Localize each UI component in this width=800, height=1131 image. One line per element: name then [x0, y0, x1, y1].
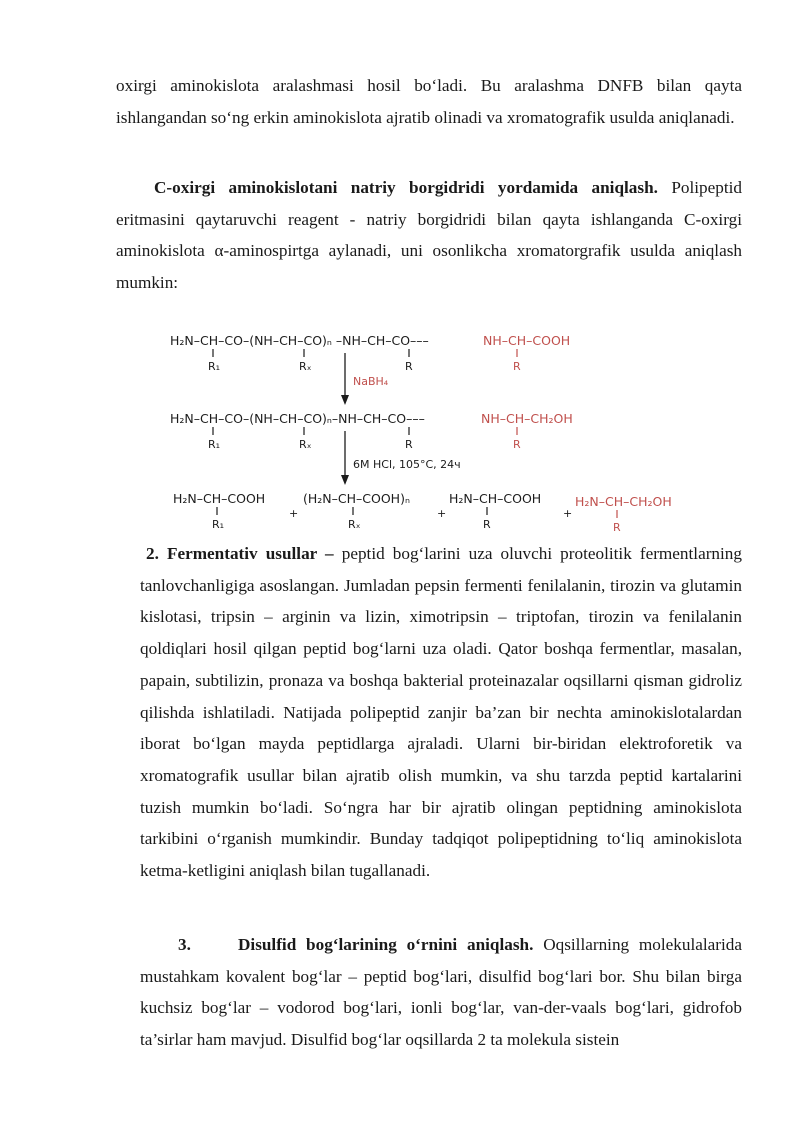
reagent-nabh4: NaBH₄ [353, 375, 389, 388]
paragraph-disulfide [140, 929, 742, 1056]
scheme-row1-chain: H₂N–CH–CO–(NH–CH–CO)ₙ –NH–CH–CO––– [170, 333, 429, 348]
scheme-row2-sub3: R [405, 438, 413, 451]
scheme-row1-sub2: Rₓ [299, 360, 312, 373]
reagent-hcl: 6M HCl, 105°C, 24ч [353, 458, 461, 471]
scheme-row1-terminal: NH–CH–COOH [483, 333, 571, 348]
scheme-product-3: H₂N–CH–COOH [449, 491, 542, 506]
reaction-scheme [165, 325, 705, 535]
scheme-row1-sub-red: R [513, 360, 521, 373]
c-terminal-heading: C-oxirgi aminokislotani natriy borgidridi yordamida aniqlash. [154, 178, 658, 197]
scheme-product-aminoalcohol: H₂N–CH–CH₂OH [575, 494, 672, 509]
section-number-2: 2. [146, 544, 159, 563]
paragraph-intro-text: oxirgi aminokislota aralashmasi hosil bo‘ladi. Bu aralashma DNFB bilan qayta ishlangandan so‘ng erkin aminokislota ajratib olinadi va xromatografik usulda aniqlanadi. [116, 76, 742, 127]
svg-text:+: + [563, 507, 573, 520]
scheme-row3-sub3: R [483, 518, 491, 531]
enzymatic-text: peptid bog‘larini uza oluvchi proteolitik fermentlarning tanlovchanligiga asoslangan. Jumladan pepsin fermenti fenilalanin, tirozin va glutamin kislotasi, tripsin – arginin va lizin, ximotripsin – triptofan, tirozin va fenilalanin qoldiqlari hosil qilgan peptid bog‘larni uza oladi. Qator boshqa fermentlar, masalan, papain, subtilizin, pronaza va boshqa bakterial proteinazalar oqsillarni qisman gidroliz qilishda ishlatiladi. Natijada polipeptid zanjir ba’zan bir nechta aminokislotalardan iborat bo‘lgan mayda peptidlarga ajraladi. Ularni bir-biridan elektroforetik va xromatografik usullar bilan ajratib olish mumkin, va shu tarzda peptid kartalarini tuzish mumkin bo‘ladi. So‘ngra har bir ajratib olingan peptidning aminokislota tarkibini o‘rganish mumkindir. Bunday tadqiqot polipeptidning to‘liq aminokislota ketma-ketligini aniqlash bilan tugallanadi. [140, 544, 742, 881]
disulfide-text: Oqsillarning molekulalarida mustahkam kovalent bog‘lar – peptid bog‘lari, disulfid bog‘lari bor. Shu bilan birga kuchsiz bog‘lar – vodorod bog‘lari, ionli bog‘lar, van-der-vaals bog‘lari, gidrofob ta’sirlar ham mavjud. Disulfid bog‘lar oqsillarda 2 ta molekula sistein [140, 935, 743, 1050]
scheme-row2-sub2: Rₓ [299, 438, 312, 451]
scheme-row3-sub-red: R [613, 521, 621, 534]
c-terminal-text: Polipeptid eritmasini qaytaruvchi reagent - natriy borgidridi bilan qayta ishlanganda C-oxirgi aminokislota α-aminospirtga aylanadi, uni osonlikcha xromatorgrafik usulda aniqlash mumkin: [116, 178, 742, 293]
paragraph-intro [116, 70, 742, 133]
paragraph-c-terminal [116, 172, 742, 299]
svg-text:+: + [289, 507, 299, 520]
scheme-row2-terminal: NH–CH–CH₂OH [481, 411, 573, 426]
scheme-row1-sub3: R [405, 360, 413, 373]
disulfide-heading: Disulfid bog‘larining o‘rnini aniqlash. [238, 935, 534, 954]
svg-text:+: + [437, 507, 447, 520]
scheme-row3-sub2: Rₓ [348, 518, 361, 531]
enzymatic-heading: Fermentativ usullar – [166, 544, 334, 563]
scheme-product-2: (H₂N–CH–COOH)ₙ [303, 491, 410, 506]
paragraph-enzymatic [140, 538, 742, 887]
scheme-row2-sub-red: R [513, 438, 521, 451]
scheme-row2-chain: H₂N–CH–CO–(NH–CH–CO)ₙ–NH–CH–CO––– [170, 411, 425, 426]
section-number-3: 3. [178, 935, 191, 954]
scheme-row1-sub1: R₁ [208, 360, 221, 373]
scheme-row3-sub1: R₁ [212, 518, 225, 531]
scheme-row2-sub1: R₁ [208, 438, 221, 451]
scheme-product-1: H₂N–CH–COOH [173, 491, 266, 506]
